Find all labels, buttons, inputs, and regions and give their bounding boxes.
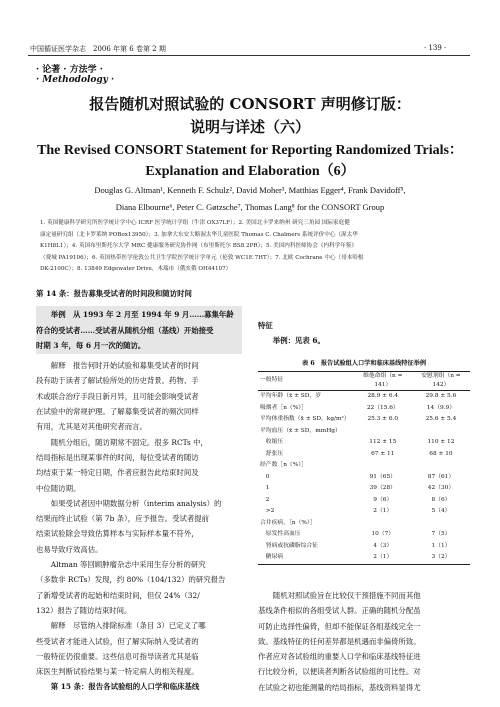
table-cell: 糖尿病 (260, 554, 284, 560)
author-list (60, 182, 440, 216)
table-cell: 91（65） (369, 473, 396, 480)
table-cell: 28.9 ± 6.4 (367, 393, 399, 399)
body-line: 也易导致疗效高估。 (36, 544, 103, 554)
table-cell: 平均血压（x̄ ± SD，mmHg） (260, 427, 341, 434)
title-cn-line1: 报告随机对照试验的 CONSORT 声明修订版： (89, 95, 411, 113)
table-row (258, 495, 470, 507)
table-cell: 10（7） (371, 531, 395, 537)
table-cell: 112 ± 15 (369, 439, 397, 445)
table-cell: 8（6） (431, 496, 451, 503)
table-cell: 4（3） (373, 542, 393, 549)
body-line: 了新增受试者的起始和结束时间，但仅 24%（32/ (36, 590, 200, 600)
body-line: 有用，尤其是对其他研究者而言。 (36, 422, 147, 432)
table-cell: 2（1） (373, 508, 393, 514)
table-caption: 表 6 报告试验组人口学和临床基线特征举例 (301, 360, 427, 367)
body-line: 些受试者才能进入试验，但了解实际纳入受试者的 (36, 636, 199, 646)
body-line: 结果而终止试验（第 7b 条），应予报告。受试者提前 (36, 514, 210, 524)
body-line: 致。基线特征的任何差异都是机遇而非偏倚所致。 (258, 636, 421, 646)
table-row (258, 426, 470, 438)
table-cell: 39（28） (369, 485, 396, 491)
table-row (258, 391, 470, 403)
section-label-en: · Methodology · (36, 75, 115, 85)
page-number: · 139 · (424, 44, 447, 52)
example-box (36, 306, 242, 354)
table-row (258, 506, 470, 518)
table-row (258, 449, 470, 461)
right-column-top (258, 318, 470, 349)
table-row (258, 529, 470, 541)
body-line: 中位随访期。 (36, 483, 81, 493)
table-cell: 合并疾病，［n（%）］ (260, 519, 316, 526)
table-row (258, 483, 470, 495)
example-line: 符合的受试者……受试者从随机分组（基线）开始接受 (36, 325, 214, 335)
table-cell: 25.3 ± 6.0 (367, 416, 399, 422)
title-en-line1: The Revised CONSORT Statement for Reporting Randomized Trials： (37, 143, 463, 158)
body-line: 段有助于读者了解试验所处的历史背景。药物、手 (36, 376, 199, 386)
body-line: 结束试验除会导致估算样本与实际样本量不符外， (36, 529, 199, 539)
table-cell: 2（1） (373, 554, 393, 560)
body-line: 解释 报告何时开始试验和募集受试者的时间 (50, 361, 199, 371)
table-cell: 1（1） (431, 542, 451, 549)
table-cell: 14（9.9） (426, 404, 456, 411)
table-header-cell: 维他命组（n = 141） (363, 373, 403, 388)
table-cell: 22（15.6） (366, 404, 399, 411)
journal-header: 中国循证医学杂志 2006 年第 6 卷第 2 期 (30, 45, 166, 53)
table-header-cell: 一般特征 (260, 377, 284, 384)
table-cell: 25.6 ± 5.4 (425, 416, 457, 422)
table-cell: 经产数［n（%）］ (260, 462, 307, 468)
item-15-heading-cont: 特征 (258, 321, 273, 330)
table-row (258, 541, 470, 553)
body-line: 如果受试者因中期数据分析（interim analysis）的 (50, 498, 222, 508)
body-line: 解释 尽管纳入排除标准（条目 3）已定义了哪 (50, 621, 206, 631)
table-cell: 9（6） (373, 496, 393, 503)
item-15-heading: 第 15 条：报告各试验组的人口学和临床基线 (50, 682, 200, 692)
table-cell (354, 460, 412, 472)
table-cell: 3（2） (431, 554, 451, 560)
table-cell: 肾病或抗磷脂综合征 (260, 542, 318, 549)
left-column (36, 286, 242, 695)
body-line: 在试验中的常规护理。了解募集受试者的频次同样 (36, 407, 199, 417)
body-line: 结局指标是出现某事件的时间，每位受试者的随访 (36, 452, 199, 462)
body-line: 132）报告了随访结束时间。 (36, 605, 132, 615)
table-cell: 吸烟者［n（%）］ (260, 404, 307, 411)
header-rule (28, 55, 470, 56)
right-column-bottom (258, 588, 470, 695)
affiliation-line: DK-2100C）；8. 13849 Edgewater Drive，木瑞市（俄亥俄 OH44107） (40, 266, 232, 272)
table-cell: 平均年龄（x̄ ± SD，岁 (260, 393, 322, 399)
author-line-1: Douglas G. Altman¹, Kenneth F. Schulz², David Moher³, Matthias Egger⁴, Frank Davidoff⁵, (94, 185, 406, 195)
table-cell: 87（61） (427, 473, 455, 480)
table-row (258, 552, 470, 564)
affiliation-line: 康定量研究组（北卡罗莱纳 POBox13950）；3. 加拿大东安大略渥太华儿童医院 Thomas C. Chalmers 系统评价中心（渥太华 (40, 231, 358, 238)
body-line: 随机分组后，随访期常不固定。很多 RCTs 中， (50, 437, 208, 447)
body-line: 作者应对各试验组的重要人口学和临床基线特征进 (258, 652, 421, 662)
body-line: 均结束于某一特定日期，作者应报告此结束时间及 (36, 468, 199, 478)
table-cell: 舒张压 (260, 450, 284, 457)
table-cell: 42（30） (427, 485, 455, 491)
section-label-cn: · 论著 · 方法学 · (36, 65, 103, 75)
table-cell: >2 (260, 508, 275, 514)
affiliation-line: K1H8L1）；4. 英国布里斯托尔大学 MRC 健康服务研究协作网（布里斯托尔 BS8 2PR）；5. 美国内科医师协会《内科学年鉴》 (40, 243, 357, 249)
table-cell: 2 (260, 496, 270, 503)
affiliations (40, 218, 460, 276)
author-line-2: Diana Elbourne⁶, Peter C. Gøtzsche⁷, Thomas Lang⁸ for the CONSORT Group (115, 202, 385, 212)
body-line: 床医生判断试验结果与某一特定病人的相关程度。 (36, 667, 199, 677)
table-row (258, 403, 470, 415)
body-line: 在试验之初也能测量的结局指标，基线资料显得尤 (258, 682, 421, 692)
table-cell: 1 (260, 485, 270, 491)
table-cell: 67 ± 11 (371, 450, 395, 457)
table-cell (354, 426, 412, 438)
body-line: 随机对照试验旨在比较仅干预措施不同而其他 (272, 591, 421, 600)
example-line: 举例：见表 6。 (272, 336, 325, 346)
table-row (258, 460, 470, 472)
table-cell (412, 460, 470, 472)
table-cell: 0 (260, 473, 270, 480)
table-cell: 5（4） (431, 508, 451, 514)
table-cell: 29.8 ± 5.6 (425, 393, 457, 399)
table-cell (412, 426, 470, 438)
title-en-line2: Explanation and Elaboration（6） (145, 164, 355, 179)
body-line: 基线条件相似的各组受试人群。正确的随机分配虽 (258, 606, 421, 616)
table-cell (354, 518, 412, 530)
table-cell: 平均体重指数（x̄ ± SD，kg/m²） (260, 416, 350, 422)
table-row (258, 414, 470, 426)
table-cell: 68 ± 10 (429, 450, 453, 457)
baseline-table (258, 372, 470, 565)
item-14-heading: 第 14 条：报告募集受试者的时间段和随访时间 (36, 289, 192, 298)
affiliation-line: 1. 英国健康科学研究所医学统计学中心 ICRF 医学统计学组（牛津 OX37LF）；2. 美国北卡罗来纳州 研究三角园 国际家庭健 (40, 220, 350, 226)
example-line: 举例 从 1993 年 2 月至 1994 年 9 月……募集年龄 (50, 310, 234, 320)
table-header-row (258, 372, 470, 391)
body-line: 术或联合治疗手段日新月异，且可能会影响受试者 (36, 391, 199, 401)
table-row (258, 437, 470, 449)
affiliation-line: （费城 PA19106）；6. 英国热带医学伦敦公共卫生学院医学统计学单元（伦敦 WC1E 7HT）；7. 北欧 Cochrane 中心（哥本哈根 (40, 254, 364, 261)
example-line: 时期 3 年，每 6 月一次的随访。 (36, 340, 146, 350)
body-line: 行比较分析，以便读者判断各试验组的可比性。对 (258, 667, 421, 677)
body-line: （多数非 RCTs）发现，约 80%（104/132）的研究报告 (36, 575, 226, 585)
table-cell: 收缩压 (260, 439, 284, 445)
body-line: 一般特征仍很重要。这些信息可指导读者尤其是临 (36, 651, 199, 661)
table-cell: 7（5） (431, 531, 451, 537)
table-row (258, 518, 470, 530)
table-header-cell: 安慰剂组（n = 142） (421, 373, 461, 388)
table-cell (412, 518, 470, 530)
table-cell: 110 ± 12 (427, 439, 455, 445)
table-cell: 原发性高血压 (260, 531, 301, 537)
body-line: 可防止选择性偏倚，但却不能保证各组基线完全一 (258, 621, 421, 631)
title-cn-line2: 说明与详述（六） (189, 118, 310, 136)
body-line: Altman 等回顾肿瘤杂志中采用生存分析的研究 (50, 560, 206, 570)
table-row (258, 472, 470, 484)
